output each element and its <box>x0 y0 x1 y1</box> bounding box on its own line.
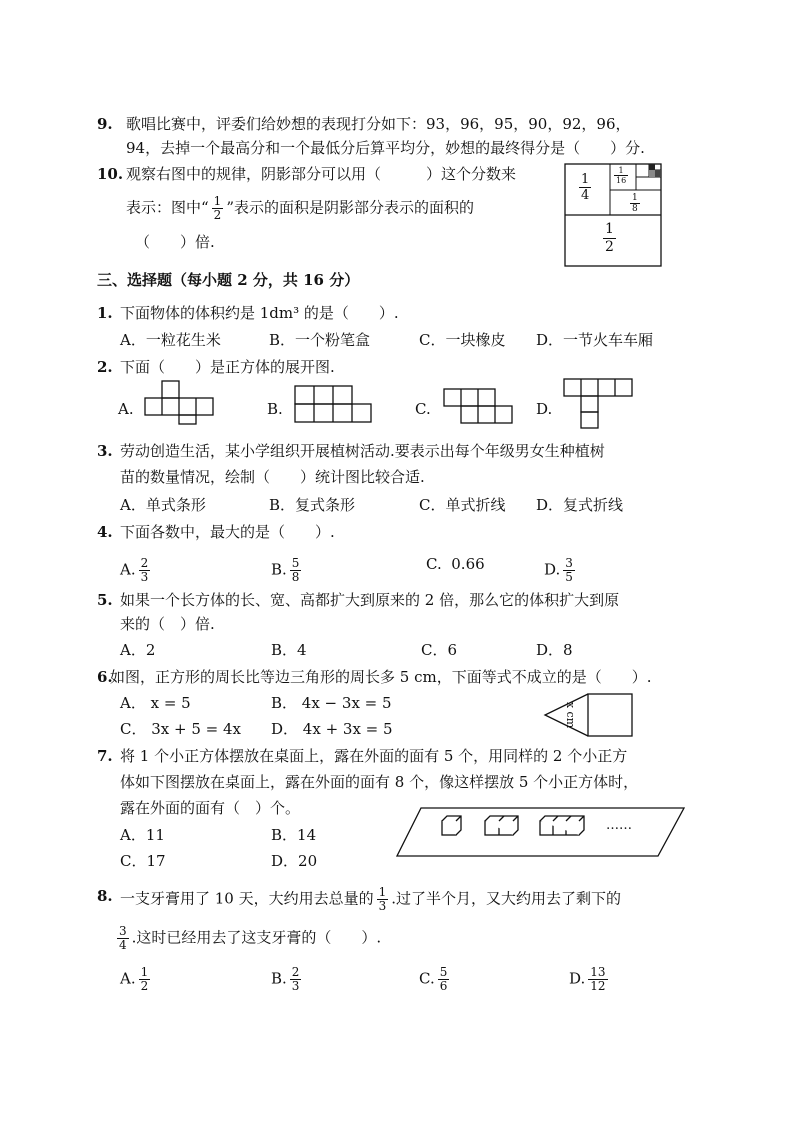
c3-line1: 劳动创造生活，某小学组织开展植树活动.要表示出每个年级男女生种植树 <box>120 442 605 460</box>
q9-number: 9. <box>97 115 113 133</box>
c5-number: 5. <box>97 591 113 609</box>
c1-number: 1. <box>97 304 113 322</box>
c2-option-d-label: D. <box>536 400 553 418</box>
c8-line2: $\frac{3}{4}$ .这时已经用去了这支牙膏的（ ）. <box>119 924 382 952</box>
c5-line2: 来的（ ）倍. <box>120 615 215 633</box>
c4-option-d: D. $\frac{3}{5}$ <box>544 556 573 584</box>
fig-quarter-label: $\frac{1}{4}$ <box>581 172 590 203</box>
c6-option-a: A． x = 5 <box>120 694 191 712</box>
cubes-on-table-figure <box>396 806 686 858</box>
c7-option-b: B．14 <box>271 826 317 844</box>
c3-option-a: A．单式条形 <box>120 496 206 514</box>
net-c-figure <box>443 388 513 426</box>
q10-line3: （ ）倍. <box>135 233 215 251</box>
q10-line2: 表示：图中“ $\frac{1}{2}$ ”表示的面积是阴影部分表示的面积的 <box>126 194 474 222</box>
c6-option-c: C． 3x + 5 = 4x <box>120 720 242 738</box>
fig-eighth-label: $\frac{1}{8}$ <box>632 193 638 214</box>
c7-line1: 将 1 个小正方体摆放在桌面上，露在外面的面有 5 个，用同样的 2 个小正方 <box>120 747 628 765</box>
c8-threequarters-fraction: $\frac{3}{4}$ <box>119 924 127 952</box>
q9-line1: 歌唱比赛中，评委们给妙想的表现打分如下：93，96，95，90，92，96， <box>126 115 631 133</box>
c4-option-b: B. $\frac{5}{8}$ <box>271 556 300 584</box>
c8-option-c: C. $\frac{5}{6}$ <box>419 965 448 993</box>
c5-option-d: D．8 <box>536 641 573 659</box>
c7-line2: 体如下图摆放在桌面上，露在外面的面有 8 个，像这样摆放 5 个小正方体时， <box>120 773 639 791</box>
c6-option-b: B． 4x − 3x = 5 <box>271 694 392 712</box>
net-b-figure <box>294 385 372 425</box>
c5-option-c: C．6 <box>421 641 458 659</box>
c3-line2: 苗的数量情况，绘制（ ）统计图比较合适. <box>120 468 425 486</box>
c8-third-fraction: $\frac{1}{3}$ <box>378 885 387 913</box>
net-d-figure <box>563 378 633 430</box>
c6-number: 6. <box>97 668 113 686</box>
c8-option-d: D. $\frac{13}{12}$ <box>569 965 606 993</box>
c7-option-c: C．17 <box>120 852 166 870</box>
c4-option-c: C. 0.66 <box>426 555 485 573</box>
c8-number: 8. <box>97 887 113 905</box>
c1-option-d: D．一节火车车厢 <box>536 331 654 349</box>
c3-option-d: D．复式折线 <box>536 496 624 514</box>
net-a-figure <box>144 380 214 425</box>
c4-stem: 下面各数中，最大的是（ ）. <box>120 523 335 541</box>
c2-option-c-label: C. <box>415 400 431 418</box>
c1-option-a: A．一粒花生米 <box>120 331 221 349</box>
section3-title: 三、选择题（每小题 2 分，共 16 分） <box>97 271 360 289</box>
c7-number: 7. <box>97 747 113 765</box>
c3-option-c: C．单式折线 <box>419 496 506 514</box>
c8-option-b: B. $\frac{2}{3}$ <box>271 965 300 993</box>
c3-number: 3. <box>97 442 113 460</box>
c2-stem: 下面（ ）是正方体的展开图. <box>120 358 335 376</box>
c4-number: 4. <box>97 523 113 541</box>
cubes-ellipsis: …… <box>606 818 632 833</box>
c6-stem: 如图，正方形的周长比等边三角形的周长多 5 cm，下面等式不成立的是（ ）. <box>110 668 652 686</box>
c4-option-a: A. $\frac{2}{3}$ <box>120 556 149 584</box>
q9-line2: 94，去掉一个最高分和一个最低分后算平均分，妙想的最终得分是（ ）分. <box>126 139 645 157</box>
c3-option-b: B．复式条形 <box>269 496 356 514</box>
pentagon-label: x cm <box>564 701 578 729</box>
c7-option-a: A．11 <box>120 826 165 844</box>
c2-option-b-label: B. <box>267 400 283 418</box>
c5-option-a: A．2 <box>120 641 156 659</box>
c2-option-a-label: A. <box>118 400 134 418</box>
pentagon-figure <box>543 693 635 739</box>
c8-line1: 一支牙膏用了 10 天，大约用去总量的 $\frac{1}{3}$ .过了半个月，又大约用去了剩下的 <box>120 885 622 913</box>
c8-option-a: A. $\frac{1}{2}$ <box>120 965 149 993</box>
c7-line3: 露在外面的面有（ ）个。 <box>120 799 301 817</box>
c1-stem: 下面物体的体积约是 1dm³ 的是（ ）. <box>120 304 399 322</box>
c5-option-b: B．4 <box>271 641 307 659</box>
fig-half-label: $\frac{1}{2}$ <box>605 221 614 255</box>
fig-sixteenth-label: $\frac{1}{16}$ <box>616 166 627 185</box>
c7-option-d: D．20 <box>271 852 318 870</box>
c1-option-c: C．一块橡皮 <box>419 331 506 349</box>
c2-number: 2. <box>97 358 113 376</box>
c5-line1: 如果一个长方体的长、宽、高都扩大到原来的 2 倍，那么它的体积扩大到原 <box>120 591 620 609</box>
q10-line1: 观察右图中的规律，阴影部分可以用（ ）这个分数来 <box>126 165 517 183</box>
q10-half-fraction: $\frac{1}{2}$ <box>213 194 222 222</box>
c6-option-d: D． 4x + 3x = 5 <box>271 720 393 738</box>
c1-option-b: B．一个粉笔盒 <box>269 331 371 349</box>
q10-number: 10. <box>97 165 124 183</box>
